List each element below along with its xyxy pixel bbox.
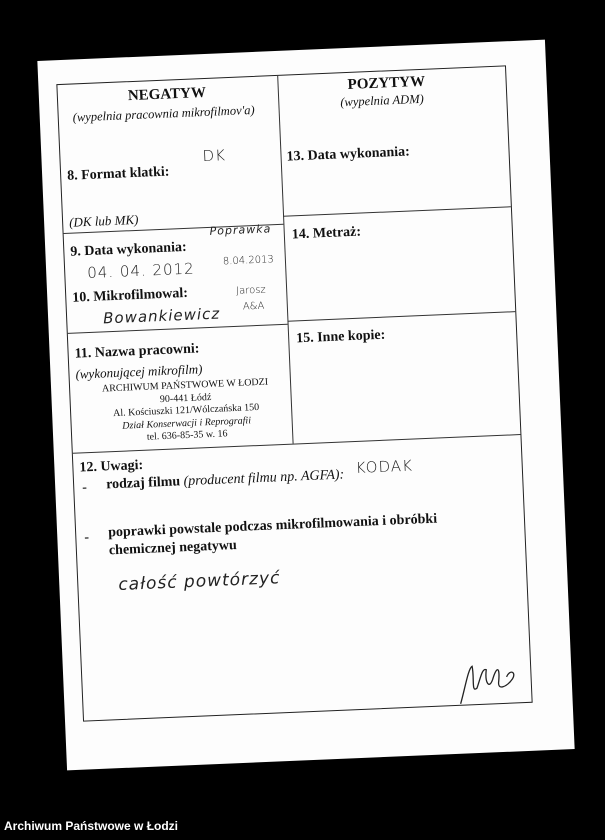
pozytyw-title: POZYTYW <box>347 73 426 93</box>
remarks-label: 12. Uwagi: <box>79 457 144 476</box>
workshop-stamp <box>80 376 292 447</box>
corrections-label-2: chemicznej negatywu <box>108 538 238 559</box>
negatyw-date-label: 9. Data wykonania: <box>70 239 187 260</box>
negatyw-subtitle: (wypelnia pracownia mikrofilmov'a) <box>72 102 255 125</box>
microfilmed-by-label: 10. Mikrofilmowal: <box>72 285 189 306</box>
date-correction-note: Poprawka <box>209 222 272 238</box>
format-hint: (DK lub MK) <box>68 211 139 230</box>
row-divider <box>68 324 288 334</box>
length-label: 14. Metraż: <box>291 224 362 243</box>
film-type-hint: (producent filmu np. AGFA): <box>183 467 345 490</box>
format-value: DK <box>202 146 227 166</box>
document-page <box>37 40 574 771</box>
stamp-line: 90-441 Łódź <box>159 391 212 405</box>
dash: - <box>81 480 88 496</box>
film-type-bold: rodzaj filmu <box>105 474 181 493</box>
row-divider <box>287 311 515 322</box>
row-divider <box>283 206 511 217</box>
workshop-label: 11. Nazwa pracowni: <box>74 341 200 362</box>
stamp-line: Dział Konserwacji i Reprografii <box>122 414 252 432</box>
stamp-line: ARCHIWUM PAŃSTWOWE W ŁODZI <box>101 376 269 395</box>
corrections-value: całość powtórzyć <box>117 568 281 596</box>
signature <box>454 656 526 709</box>
microfilmed-by-note-2: A&A <box>242 300 265 313</box>
workshop-hint: (wykonującej mikrofilm) <box>75 361 203 382</box>
film-type-value: KODAK <box>355 456 414 477</box>
date-correction-value: 8.04.2013 <box>222 254 275 268</box>
dash: - <box>84 530 90 546</box>
corrections-label: poprawki powstale podczas mikrofilmowania i obróbki <box>107 511 438 541</box>
pozytyw-date-label: 13. Data wykonania: <box>286 144 411 165</box>
negatyw-title: NEGATYW <box>127 84 207 105</box>
archive-footer: Archiwum Państwowe w Łodzi <box>4 819 179 833</box>
microfilmed-by-note: Jarosz <box>235 284 266 297</box>
stamp-line: tel. 636-85-35 w. 16 <box>146 428 228 443</box>
format-label: 8. Format klatki: <box>66 164 170 184</box>
stamp-line: Al. Kościuszki 121/Wólczańska 150 <box>112 401 260 420</box>
other-copies-label: 15. Inne kopie: <box>295 327 386 347</box>
microfilm-form <box>56 65 532 721</box>
pozytyw-subtitle: (wypelnia ADM) <box>340 91 425 110</box>
date-value: 04. 04. 2012 <box>86 259 195 283</box>
microfilmed-by-value: Bowankiewicz <box>102 304 221 328</box>
